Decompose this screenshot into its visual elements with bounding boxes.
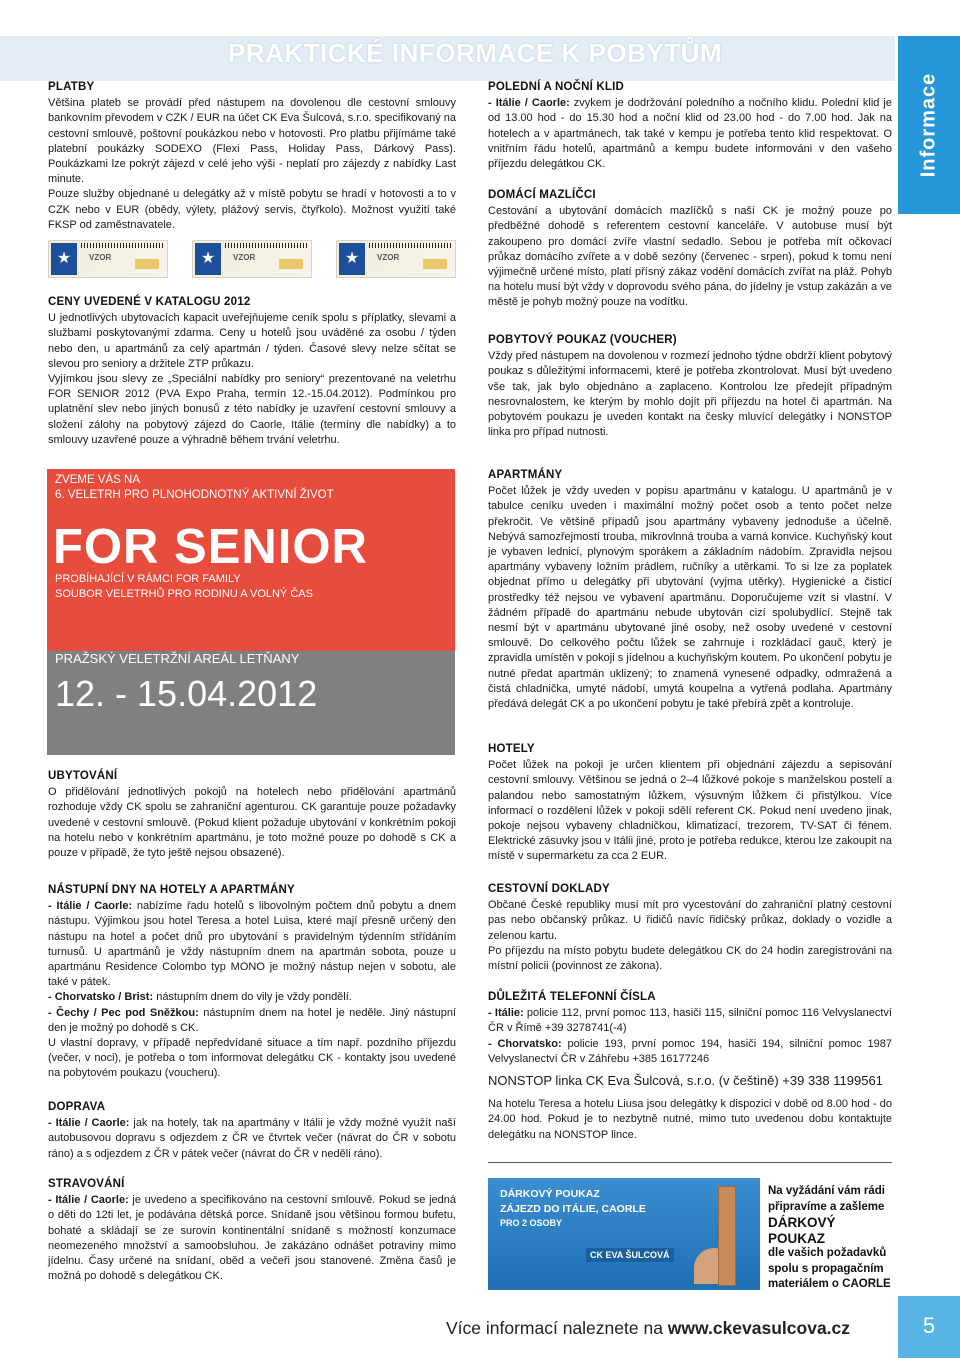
paragraph bbox=[48, 1116, 456, 1162]
section-stravovani bbox=[48, 1177, 456, 1284]
bold-label: - Itálie / Caorle: bbox=[488, 97, 570, 110]
star-icon: ★ bbox=[51, 243, 77, 275]
bold-label: - Itálie / Caorle: bbox=[48, 1117, 130, 1130]
banner-venue: PRAŽSKÝ VELETRŽNÍ AREÁL LETŇANY bbox=[55, 651, 300, 666]
section-nastupni bbox=[48, 883, 456, 1082]
text: policie 112, první pomoc 113, hasiči 115, silniční pomoc 116 Velvyslanectví ČR v Římě +39 3278741(-4) bbox=[488, 1007, 892, 1035]
voucher-card bbox=[192, 240, 312, 278]
hologram-icon bbox=[423, 259, 447, 269]
paragraph: Počet lůžek na pokoji je určen klientem při objednání zájezdu a sepisování cestovní smlouvy. Většinou se jedná o 2–4 lůžkové pokoje s manželskou postelí a palandou nebo samostatným lůžkem, výsuvným lůžkem či přistýlkou. Více informací o rozdělení lůžek v pokoji sdělí referent CK. Pokud není uvedeno jinak, pokoje nejsou vybaveny chladničkou, klimatizací, trezorem, TV-SAT či fénem. Elektrické zásuvky jsou v Itálii jiné, proto je potřeba redukce, kterou lze zakoupit na místě v supermarketu za cca 2 EUR. bbox=[488, 759, 892, 863]
text: nástupním dnem do vily je vždy pondělí. bbox=[153, 991, 352, 1004]
bold-label: - Čechy / Pec pod Sněžkou: bbox=[48, 1006, 199, 1019]
ck-logo: CK EVA ŠULCOVÁ bbox=[586, 1248, 674, 1262]
section-ceny bbox=[48, 295, 456, 448]
nonstop-line: NONSTOP linka CK Eva Šulcová, s.r.o. (v češtině) +39 338 1199561 bbox=[488, 1073, 883, 1089]
paragraph: Po příjezdu na místo pobytu budete delegátkou CK do 24 hodin zaregistrováni na místní policii (povinnost ze zákona). bbox=[488, 944, 892, 973]
section-platby bbox=[48, 80, 456, 233]
section-title: DŮLEŽITÁ TELEFONNÍ ČÍSLA bbox=[488, 991, 656, 1003]
banner-sub: PROBÍHAJÍCÍ V RÁMCI FOR FAMILY bbox=[55, 573, 241, 585]
star-icon: ★ bbox=[195, 243, 221, 275]
section-doklady bbox=[488, 882, 892, 974]
section-title: DOPRAVA bbox=[48, 1101, 106, 1113]
section-ubytovani bbox=[48, 769, 456, 861]
section-title: DOMÁCÍ MAZLÍČCI bbox=[488, 189, 596, 201]
section-title: CESTOVNÍ DOKLADY bbox=[488, 883, 610, 895]
paragraph bbox=[488, 1006, 892, 1036]
page-title: PRAKTICKÉ INFORMACE K POBYTŮM bbox=[227, 38, 723, 68]
section-title: NÁSTUPNÍ DNY NA HOTELY A APARTMÁNY bbox=[48, 884, 295, 896]
paragraph bbox=[48, 990, 456, 1005]
bold-label: - Itálie / Caorle: bbox=[48, 1194, 129, 1207]
offer-text: Na vyžádání vám rádi připravíme a zašleme bbox=[768, 1185, 885, 1213]
paragraph bbox=[48, 1006, 456, 1036]
section-title: POBYTOVÝ POUKAZ (VOUCHER) bbox=[488, 334, 677, 346]
text: zvykem je dodržování poledního a nočního klidu. Polední klid je od 13.00 hod - do 15.30 hod a noční klid od 23.00 hod - do 7.00 hod. Jak na hotelech a v apartmánech, tak také v kempu je potřeba tento klid respektovat. O vnitřním řádu hotelů, apartmánů a kempu budete informováni v den vašeho příjezdu delegátkou CK. bbox=[488, 97, 892, 171]
banner-dates: 12. - 15.04.2012 bbox=[55, 673, 318, 714]
footer-text: Více informací naleznete na bbox=[446, 1318, 668, 1338]
for-senior-banner[interactable] bbox=[47, 469, 455, 755]
banner-sub: SOUBOR VELETRHŮ PRO RODINU A VOLNÝ ČAS bbox=[55, 588, 313, 600]
payment-vouchers bbox=[48, 240, 456, 284]
bold-label: - Itálie: bbox=[488, 1007, 524, 1020]
voucher-heading: DÁRKOVÝ POUKAZ bbox=[500, 1188, 600, 1200]
text: je uvedeno a specifikováno na cestovní smlouvě. Pokud se jedná o děti do 12ti let, je podávána dětská porce. Snídaně jsou většinou formou bufetu, bohaté a skládají se ze surovin kontinentální snídaně s možností konzumace neomezeného množství a samoobsluhou. Je zakázáno odnášet potraviny mimo jídelnu. Časy určené na snídaní, oběd a večeři jsou stanovené. Změna časů je možná po dohodě s delegátkou CK. bbox=[48, 1194, 456, 1283]
paragraph: Většina plateb se provádí před nástupem na dovolenou dle cestovní smlouvy bankovním převodem v CZK / EUR na účet CK Eva Šulcová, s.r.o. specifikovaný na cestovní smlouvě, poštovní poukázkou nebo v hotovosti. Pro platbu přijímáme také platební poukázky SODEXO (Flexi Pass, Holiday Pass, Dárkový Pass). Poukázkami lze pokrýt zájezd v celé jeho výši - neplatí pro zájezdy z nabídky Last minute. bbox=[48, 97, 456, 186]
banner-event: 6. VELETRH PRO PLNOHODNOTNÝ AKTIVNÍ ŽIVOT bbox=[55, 489, 334, 501]
section-mazlicci bbox=[488, 188, 892, 311]
section-title: HOTELY bbox=[488, 743, 535, 755]
page-number: 5 bbox=[922, 1313, 936, 1338]
paragraph bbox=[48, 899, 456, 990]
hologram-icon bbox=[135, 259, 159, 269]
text: nástupním dnem na hotel je neděle. Jiný nástupní den je možný po dohodě s CK. bbox=[48, 1006, 456, 1034]
paragraph: Občané České republiky musí mít pro vycestování do zahraniční platný cestovní pas nebo občanský průkaz. U řidičů navíc řidičský průkaz, doklady o vozidle a zelenou kartu. bbox=[488, 899, 892, 942]
card-label: VZOR bbox=[233, 253, 256, 262]
voucher-offer bbox=[768, 1184, 896, 1293]
barcode-icon bbox=[81, 243, 165, 248]
bold-label: - Chorvatsko: bbox=[488, 1037, 562, 1050]
paragraph bbox=[488, 1037, 892, 1067]
section-title: PLATBY bbox=[48, 81, 95, 93]
section-title: POLEDNÍ A NOČNÍ KLID bbox=[488, 81, 625, 93]
paragraph: Vždy před nástupem na dovolenou v rozmezí jednoho týdne obdrží klient pobytový poukaz s důležitými informacemi, které je potřeba zkontrolovat. Musí být uvedeno vše tak, jak bylo objednáno a zaplaceno. Kontrolou lze předejít případným nesrovnalostem, ke kterým by mohlo dojít při příjezdu na hotel či apartmán. Na pobytovém poukazu je uveden kontakt na česky mluvící delegátky i NONSTOP linka pro případ nutnosti. bbox=[488, 350, 892, 439]
voucher-destination: ZÁJEZD DO ITÁLIE, CAORLE bbox=[500, 1203, 646, 1215]
footer-url[interactable]: www.ckevasulcova.cz bbox=[667, 1318, 851, 1338]
paragraph: Cestování a ubytování domácích mazlíčků s naší CK je možný pouze po předběžné dohodě s referentem cestovní kanceláře. V autobuse musí být zakoupeno pro domácí zvíře vlastní sedadlo. Sebou je potřeba mít očkovací průkaz domácího zvířete a v době sezóny (červenec - srpen), pokud k tomu není výjimečně určené místo, platí přísný zákaz vodění domácích zvířat na pláž. Pohyb na hotelu musí být vždy v doprovodu svého pána, do jídelny je vstup zakázán a ve městě je pohyb možný pouze na vodítku. bbox=[488, 205, 892, 309]
star-icon: ★ bbox=[339, 243, 365, 275]
section-apartmany bbox=[488, 468, 892, 712]
banner-invite: ZVEME VÁS NA bbox=[55, 474, 140, 486]
banner-brand: FOR SENIOR bbox=[53, 520, 368, 574]
paragraph: U jednotlivých ubytovacích kapacit uveřejňujeme ceník spolu s příplatky, slevami a službami poskytovanými zdarma. Ceny u hotelů jsou uváděné za osobu / týden nebo den, u apartmánů za celý apartmán / týden. Časové slevy nelze sčítat se slevou pro seniory a držitele ZTP průkazu. bbox=[48, 312, 456, 370]
card-label: VZOR bbox=[89, 253, 112, 262]
section-title: CENY UVEDENÉ V KATALOGU 2012 bbox=[48, 296, 251, 308]
paragraph: O přidělování jednotlivých pokojů na hotelech nebo přidělování apartmánů rozhoduje vždy CK spolu se zahraniční agenturou. CK garantuje pouze požadavky uvedené v cestovní smlouvě. (Pokud klient požaduje ubytování v konkrétním pokoji na hotelu nebo v konkrétním apartmánu, je toto možné pouze po dohodě s CK a pouze v případě, že tyto ještě nejsou obsazené). bbox=[48, 786, 456, 860]
barcode-icon bbox=[225, 243, 309, 248]
paragraph: U vlastní dopravy, v případě nepředvídané situace a tím např. pozdního příjezdu (večer, v noci), je potřeba o tom informovat delegátku CK - kontakty jsou uvedené na pobytovém poukazu (voucheru). bbox=[48, 1037, 456, 1080]
paragraph: Na hotelu Teresa a hotelu Liusa jsou delegátky k dispozici v době od 8.00 hod - do 24.00 hod. Pokud je to nezbytně nutné, mimo tuto uvedenou dobu kontaktujte delegátku na NONSTOP lince. bbox=[488, 1098, 892, 1141]
section-doprava bbox=[48, 1100, 456, 1162]
divider bbox=[488, 1162, 892, 1163]
barcode-icon bbox=[369, 243, 453, 248]
voucher-persons: PRO 2 OSOBY bbox=[500, 1218, 563, 1228]
gift-voucher-image bbox=[488, 1178, 760, 1290]
hologram-icon bbox=[279, 259, 303, 269]
section-klid bbox=[488, 80, 892, 172]
offer-title: DÁRKOVÝ POUKAZ bbox=[768, 1215, 836, 1246]
paragraph: Vyjímkou jsou slevy ze „Speciální nabídky pro seniory“ prezentované na veletrhu FOR SENIOR 2012 (PVA Expo Praha, termín 12.-15.04.2012). Podmínkou pro uplatnění slev nebo jiných bonusů z této nabídky je uzavření cestovní smlouvy a složení zálohy na pobytový zájezd do Caorle, Itálie (termíny dle nabídky) a to smlouvy uzavřené pouze a výhradně během trvání veletrhu. bbox=[48, 373, 456, 446]
section-voucher bbox=[488, 333, 892, 440]
paragraph: Počet lůžek je vždy uveden v popisu apartmánu v katalogu. U apartmánů je v tabulce ceníku uveden i maximální možný počet osob a tento počet nelze překročit. Ve většině případů jsou apartmány vybaveny jednoduše a účelně. Nebývá samozřejmostí trouba, mikrovlnná trouba a varná konvice. Kuchyňský kout je vybaven lednicí, plynovým sporákem a základním nádobím. Zpravidla nejsou apartmány vybaveny ložním prádlem, ručníky a utěrkami. To si lze za poplatek objednat přímo u delegátky při ubytování (vyjma utěrky). Hygienické a čisticí prostředky též nejsou ve vybavení apartmánu. Doporučujeme vzít si vlastní. V žádném případě do apartmánu nebude ubytován cizí spolubydlící. Stejně tak nesmí být v apartmánu ubytované jiné osoby, než osoby uvedené v cestovní smlouvě. Do celkového počtu lůžek se zahrnuje i rozkládací gauč, který je zpravidla umístěn v pokoji s jídelnou a kuchyňským koutem. Po ukončení pobytu je nutné předat apartmán uklizený; to znamená vynesené odpadky, odmražená a čistá chladnička, umyté nádobí, umytá koupelna a vytřená podlaha. Apartmány předává delegát CK a po ukončení pobytu je také přebírá zpět a kontroluje. bbox=[488, 485, 892, 711]
section-title: UBYTOVÁNÍ bbox=[48, 770, 118, 782]
section-title: APARTMÁNY bbox=[488, 469, 563, 481]
section-telefony bbox=[488, 990, 892, 1143]
text: nabízíme řadu hotelů s libovolným počtem dnů pobytu a dnem nástupu. Výjimkou jsou hotel Teresa a hotel Luisa, které mají přesně určený den nástupu na hotel a počet dnů pro ubytování s pravidelným týdenním střídáním turnusů. U apartmánů je vždy nástupním dnem na apartmán sobota, pouze u apartmánu Residence Colombo typ MONO je možný nástup nejen v sobotu, ale také v pátek. bbox=[48, 900, 456, 989]
page-number-box bbox=[898, 1296, 960, 1358]
text: jak na hotely, tak na apartmány v Itálii je vždy možné využít naší autobusovou dopravu s odjezdem z ČR ve čtvrtek večer (návrat do ČR v sobotu ráno) a s odjezdem z ČR v pátek večer (návrat do ČR v neděli ráno). bbox=[48, 1117, 456, 1160]
bold-label: - Chorvatsko / Brist: bbox=[48, 991, 154, 1004]
card-label: VZOR bbox=[377, 253, 400, 262]
voucher-card bbox=[336, 240, 456, 278]
offer-text: dle vašich požadavků spolu s propagačním materiálem o CAORLE bbox=[768, 1247, 891, 1290]
voucher-card bbox=[48, 240, 168, 278]
side-tab bbox=[898, 36, 960, 214]
section-title: STRAVOVÁNÍ bbox=[48, 1178, 125, 1190]
footer bbox=[446, 1318, 850, 1339]
paragraph bbox=[48, 1193, 456, 1284]
paragraph: Pouze služby objednané u delegátky až v místě pobytu se hradí v hotovosti a to v CZK nebo v EUR (obědy, výlety, plážový servis, čtyřkolo). Možnost využití také FKSP od zaměstnavatele. bbox=[48, 188, 456, 231]
bold-label: - Itálie / Caorle: bbox=[48, 900, 133, 913]
bell-tower-icon bbox=[718, 1186, 736, 1286]
section-hotely bbox=[488, 742, 892, 865]
side-tab-label: Informace bbox=[917, 72, 940, 178]
paragraph bbox=[488, 96, 892, 172]
text: policie 193, první pomoc 194, hasiči 194, silniční pomoc 1987 Velvyslanectví ČR v Záhřebu +385 16177246 bbox=[488, 1037, 892, 1065]
